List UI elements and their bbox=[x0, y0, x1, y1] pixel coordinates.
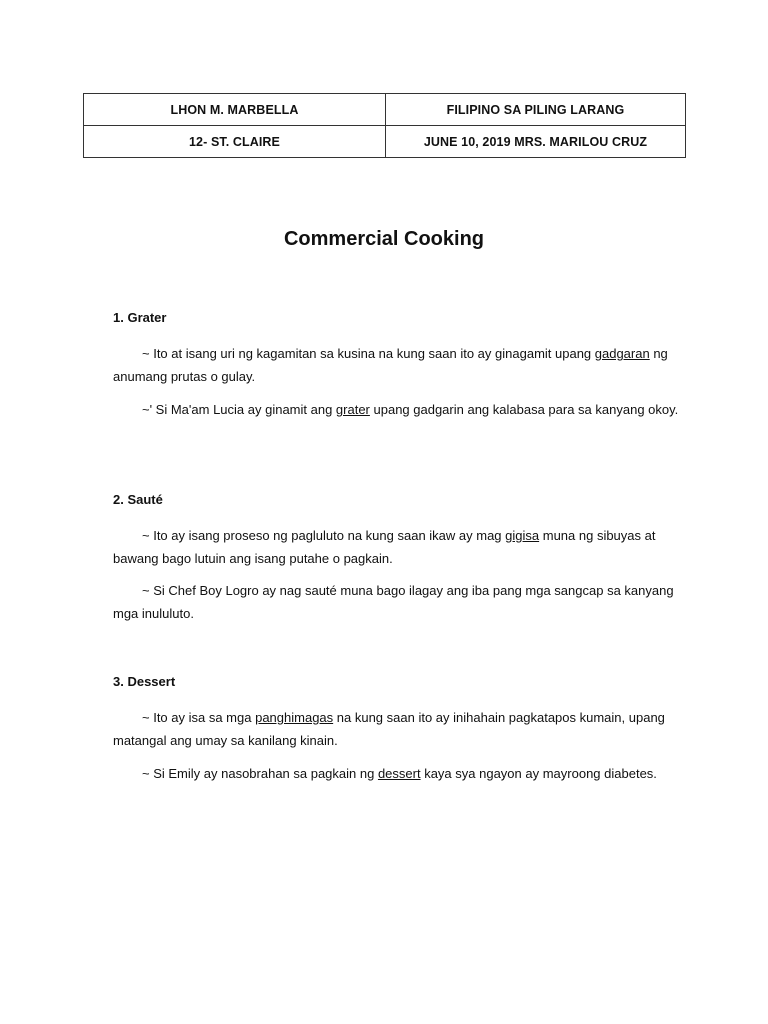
document-title: Commercial Cooking bbox=[283, 228, 485, 250]
underlined-term: dessert bbox=[377, 766, 421, 781]
section-3-definition bbox=[113, 706, 683, 752]
section-3-example bbox=[113, 762, 683, 785]
header-table bbox=[83, 93, 686, 158]
underlined-term: gadgaran bbox=[594, 346, 650, 361]
header-row-1 bbox=[84, 94, 686, 126]
definition-text-end: na kung saan ito ay inihahain pagkatapos kumain, upang matangal ang umay sa kanilang kinain. bbox=[113, 710, 665, 748]
section-1-example bbox=[113, 398, 683, 421]
example-text: ~' Si Ma'am Lucia ay ginamit ang bbox=[142, 402, 336, 417]
header-row-2 bbox=[84, 126, 686, 158]
section-heading-saute: 2. Sauté bbox=[113, 492, 163, 507]
definition-text: ~ Ito at isang uri ng kagamitan sa kusina na kung saan ito ay ginagamit upang bbox=[142, 346, 595, 361]
section-2-definition bbox=[113, 524, 683, 570]
underlined-term: grater bbox=[335, 402, 370, 417]
grade-section: 12- ST. CLAIRE bbox=[84, 126, 386, 158]
section-2-example: ~ Si Chef Boy Logro ay nag sauté muna bago ilagay ang iba pang mga sangcap sa kanyang mga inululuto. bbox=[113, 583, 674, 621]
example-text-end: upang gadgarin ang kalabasa para sa kanyang okoy. bbox=[369, 402, 679, 417]
example-text-end: kaya sya ngayon ay mayroong diabetes. bbox=[420, 766, 657, 781]
definition-text: ~ Ito ay isang proseso ng pagluluto na kung saan ikaw ay mag bbox=[142, 528, 506, 543]
definition-text: ~ Ito ay isa sa mga bbox=[142, 710, 256, 725]
section-heading-dessert: 3. Dessert bbox=[113, 674, 176, 689]
definition-text-end: ng anumang prutas o gulay. bbox=[113, 346, 668, 384]
date-teacher: JUNE 10, 2019 MRS. MARILOU CRUZ bbox=[386, 126, 686, 158]
underlined-term: panghimagas bbox=[255, 710, 334, 725]
example-text: ~ Si Emily ay nasobrahan sa pagkain ng bbox=[142, 766, 378, 781]
definition-text-end: muna ng sibuyas at bawang bago lutuin ang isang putahe o pagkain. bbox=[113, 528, 656, 566]
student-name: LHON M. MARBELLA bbox=[84, 94, 386, 126]
section-heading-grater: 1. Grater bbox=[113, 310, 167, 325]
underlined-term: gigisa bbox=[505, 528, 540, 543]
subject-name: FILIPINO SA PILING LARANG bbox=[386, 94, 686, 126]
section-1-definition bbox=[113, 342, 683, 388]
